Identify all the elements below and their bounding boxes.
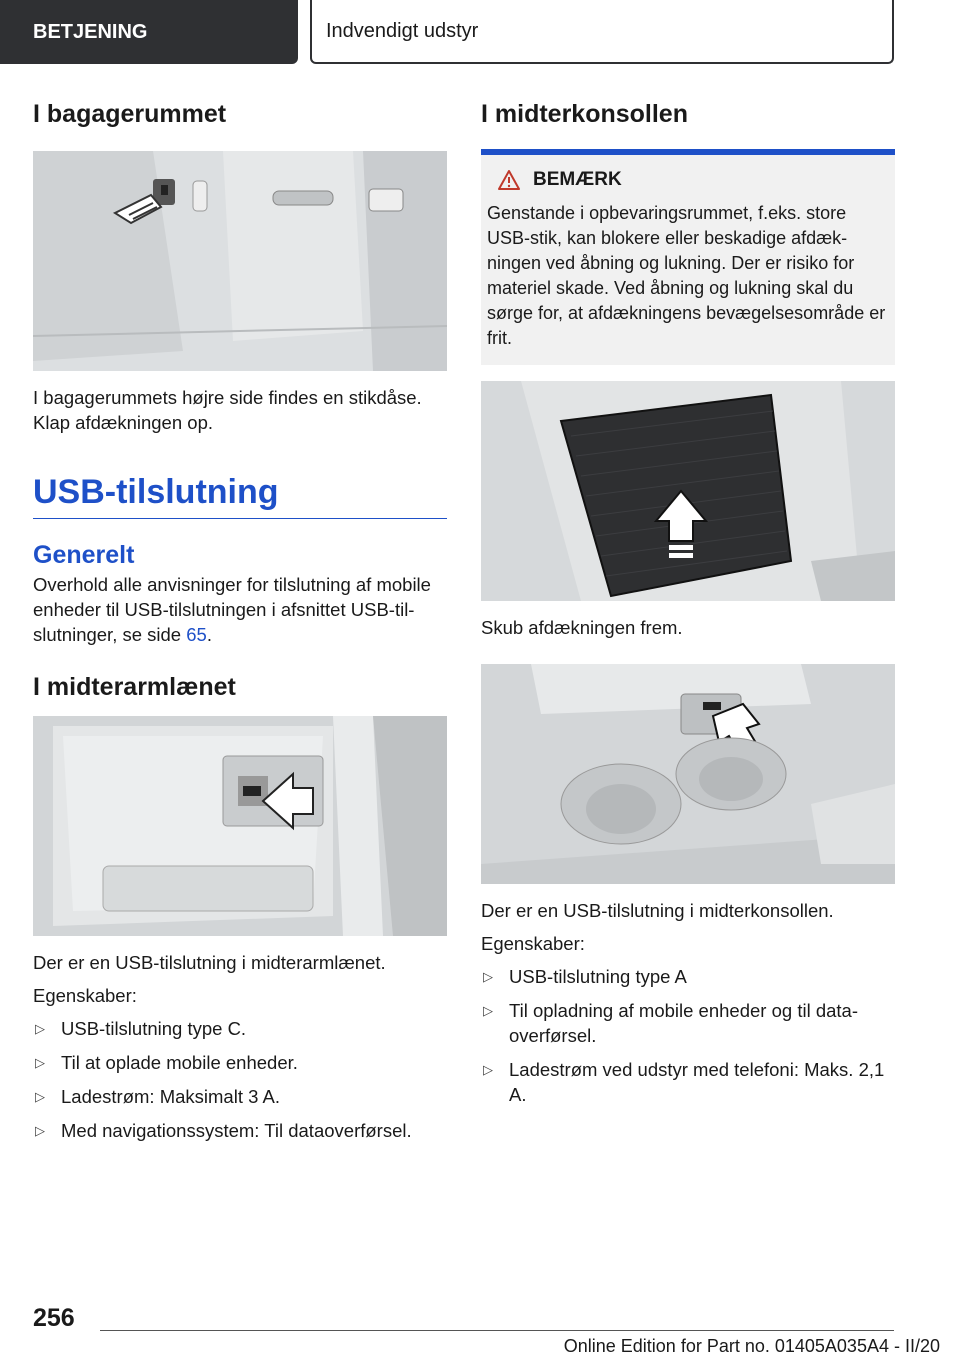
notice-box [481,149,895,365]
console-props-label: Egenskaber: [481,933,585,954]
triangle-bullet-icon: ▷ [483,1003,493,1018]
trunk-text: I bagagerummets højre side findes en stikdåse. Klap afdækningen op. [33,387,422,433]
list-item [33,1050,447,1075]
list-item-text: Til opladning af mobile enheder og til data-overførsel. [509,1000,858,1046]
list-item-text: Ladestrøm: Maksimalt 3 A. [61,1086,280,1107]
list-item [481,1057,895,1107]
footer-rule [100,1330,894,1331]
triangle-bullet-icon: ▷ [483,1062,493,1077]
list-item [481,964,895,989]
cover-illustration [481,381,895,601]
usb-heading: USB-tilslutning [33,473,279,511]
notice-text: Genstande i opbevaringsrummet, f.eks. store USB-stik, kan blokere eller beskadige afdæk-ningen ved åbning og lukning. Der er risiko for materiel skade. Ved åbning og lukning skal du sørge for, at afdækningens bevægelsesområde er frit. [487,203,886,348]
list-item-text: Til at oplade mobile enheder. [61,1052,298,1073]
page-link-65[interactable]: 65 [186,624,207,645]
notice-title-text: BEMÆRK [533,169,622,190]
console-photo [481,664,895,884]
header-chapter-tab [310,0,894,64]
list-item-text: Ladestrøm ved udstyr med telefoni: Maks. 2,1 A. [509,1059,885,1105]
trunk-photo [33,151,447,371]
list-item [33,1118,447,1143]
usb-heading-rule [33,518,447,519]
armrest-props-list [33,1016,447,1143]
warning-icon [497,169,521,191]
cover-photo [481,381,895,601]
trunk-illustration [33,151,447,371]
list-item-text: Med navigationssystem: Til dataoverførsel. [61,1120,412,1141]
trunk-heading: I bagagerummet [33,100,227,128]
armrest-heading: I midterarmlænet [33,673,236,701]
armrest-photo [33,716,447,936]
header-section-tab [0,0,298,64]
triangle-bullet-icon: ▷ [35,1055,45,1070]
general-heading: Generelt [33,541,135,569]
list-item-text: USB-tilslutning type A [509,966,687,987]
slide-text: Skub afdækningen frem. [481,617,683,638]
console-illustration [481,664,895,884]
list-item-text: USB-tilslutning type C. [61,1018,247,1039]
footer-edition: Online Edition for Part no. 01405A035A4 - II/20 [563,1336,940,1356]
page-number: 256 [33,1304,75,1332]
console-props-list [481,964,895,1107]
armrest-props-label: Egenskaber: [33,985,137,1006]
triangle-bullet-icon: ▷ [483,969,493,984]
general-text-start: Overhold alle anvisninger for tilslutning af mobile enheder til USB-tilslutningen i afsnittet USB-til-slutninger, se side [33,574,431,645]
left-column [33,100,447,1152]
triangle-bullet-icon: ▷ [35,1123,45,1138]
list-item [481,998,895,1048]
triangle-bullet-icon: ▷ [35,1089,45,1104]
armrest-text: Der er en USB-tilslutning i midterarmlænet. [33,952,386,973]
header-chapter: Indvendigt udstyr [326,19,479,42]
general-text [33,572,447,647]
armrest-illustration [33,716,447,936]
triangle-bullet-icon: ▷ [35,1021,45,1036]
list-item [33,1016,447,1041]
right-column [481,100,895,1116]
notice-title [487,169,889,191]
console-heading: I midterkonsollen [481,100,688,128]
console-text: Der er en USB-tilslutning i midterkonsollen. [481,900,834,921]
header-section: BETJENING [33,20,148,43]
list-item [33,1084,447,1109]
general-text-end: . [206,624,212,645]
